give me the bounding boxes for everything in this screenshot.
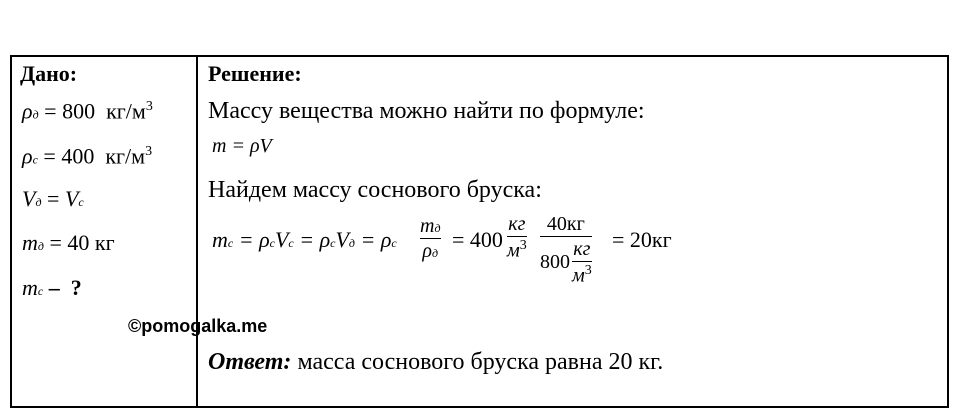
formula-result: = 20кг [612,227,672,252]
watermark: ©pomogalka.me [128,316,268,336]
column-divider [196,55,198,408]
fraction-mass-over-density: mд ρд [420,215,441,262]
given-unknown-mass: mc – ? [22,275,82,300]
answer-label: Ответ: [208,349,292,375]
given-volumes-equal: Vд = Vc [22,186,84,211]
given-density-oak: ρд = 800 $кг/м^3$ [22,98,153,124]
formula-equals-400: = 400 [452,227,503,252]
given-mass-oak: mд = 40 кг [22,230,115,255]
given-density-pine: ρc = 400 $кг/м^3$ [22,143,153,169]
answer-text: масса соснового бруска равна 20 кг. [297,349,664,375]
fraction-40kg-over-800: 40кг 800 кг $м^3$ [540,213,592,287]
given-heading: Дано: [20,61,78,86]
formula-chain: mc = ρcVc = ρcVд = ρc [212,227,397,252]
solution-line-2: Найдем массу соснового бруска: [208,177,542,203]
fraction-kg-per-m3: кг $м^3$ [507,213,527,262]
answer-line [208,350,663,374]
solution-line-1: Массу вещества можно найти по формуле: [208,98,645,124]
solution-heading: Решение: [208,61,302,86]
formula-mass-density-volume: m = ρV [212,135,272,157]
